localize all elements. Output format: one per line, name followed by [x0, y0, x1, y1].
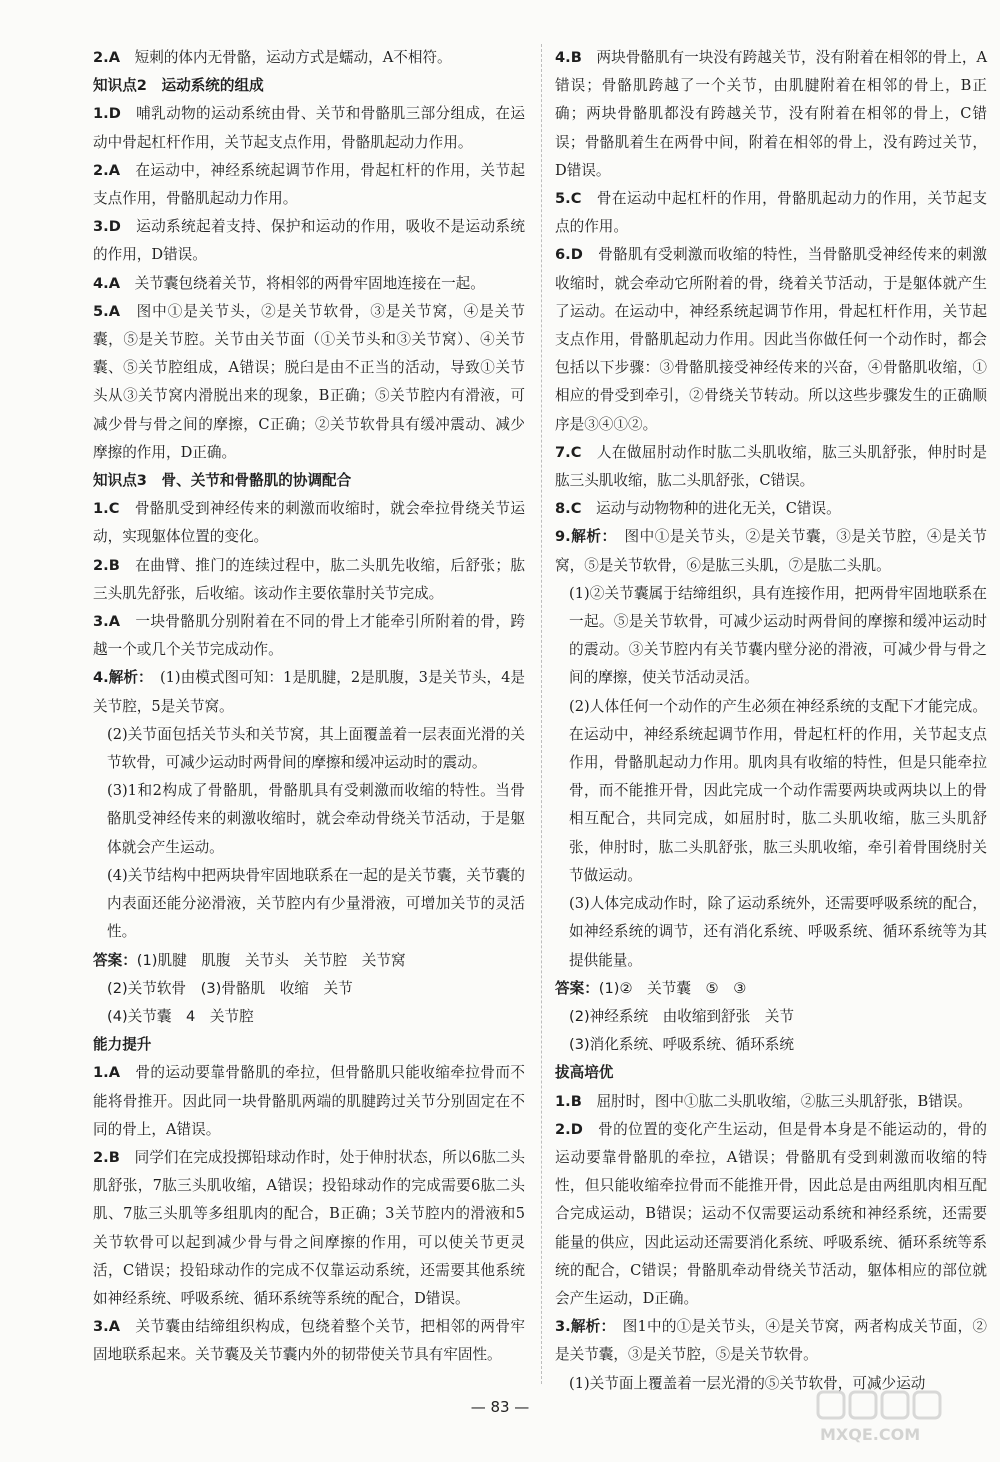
item-number: 9.解析：: [555, 528, 610, 546]
faint-stamp: [150, 1382, 300, 1422]
item-text: 关节囊包绕着关节，将相邻的两骨牢固地连接在一起。: [134, 274, 485, 292]
watermark-text: MXQE.COM: [820, 1425, 921, 1444]
left-column: [93, 44, 525, 1370]
answer-label: 答案：: [555, 979, 599, 997]
item-text: 人在做屈肘动作时肱二头肌收缩，肱三头肌舒张，伸肘时是肱三头肌收缩，肱二头肌舒张，C错误。: [555, 443, 987, 490]
item-number: 2.D: [555, 1120, 583, 1138]
answer-item: [555, 44, 987, 185]
answer-item: [93, 100, 525, 156]
item-text: (1)由模式图可知：1是肌腱，2是肌腹，3是关节头，4是关节腔，5是关节窝。: [93, 669, 525, 715]
answer-item: [93, 298, 525, 467]
answer-item: [93, 1059, 525, 1144]
section-heading: 能力提升: [93, 1036, 152, 1054]
item-number: 8.C: [555, 500, 582, 518]
item-text: 在曲臂、推门的连续过程中，肱二头肌先收缩，后舒张；肱三头肌先舒张，后收缩。该动作主要依靠肘关节完成。: [93, 556, 525, 602]
item-text: 屈肘时，图中①肱二头肌收缩，②肱三头肌舒张，B错误。: [596, 1092, 973, 1110]
answer-item: [555, 439, 987, 495]
item-number: 1.D: [93, 105, 121, 123]
item-text: 骨骼肌受到神经传来的刺激而收缩时，就会牵拉骨绕关节运动，实现躯体位置的变化。: [93, 500, 525, 546]
answer-item: [93, 157, 525, 213]
answer-item: [93, 664, 525, 720]
item-number: 3.A: [93, 1318, 120, 1336]
section-heading: 知识点2 运动系统的组成: [93, 77, 264, 95]
item-number: 2.B: [93, 1148, 120, 1166]
item-number: 3.解析：: [555, 1318, 608, 1336]
answer-item: [93, 552, 525, 608]
answer-item: [555, 241, 987, 438]
item-text: 一块骨骼肌分别附着在不同的骨上才能牵引所附着的骨，跨越一个或几个关节完成动作。: [93, 613, 525, 659]
answer-item: [93, 270, 525, 298]
item-number: 1.A: [93, 1064, 120, 1082]
item-number: 2.A: [93, 161, 120, 179]
sub-paragraph: (2)人体任何一个动作的产生必须在神经系统的支配下才能完成。在运动中，神经系统起调节作用，骨起杠杆的作用，关节起支点作用，骨骼肌起动力作用。肌肉具有收缩的特性，但是只能牵拉骨，而不能推开骨，因此完成一个动作需要两块或两块以上的骨相互配合，共同完成，如屈肘时，肱二头肌收缩，肱三头肌舒张，伸肘时，肱二头肌舒张，肱三头肌收缩，牵引着骨围绕肘关节做运动。: [569, 697, 987, 884]
answer-line: (3)消化系统、呼吸系统、循环系统: [569, 1036, 794, 1054]
item-text: 图1中的①是关节头，④是关节窝，两者构成关节面，②是关节囊，③是关节腔，⑤是关节软骨。: [555, 1318, 987, 1364]
item-number: 3.A: [93, 613, 120, 631]
answer-item: [555, 185, 987, 241]
item-text: 两块骨骼肌有一块没有跨越关节，没有附着在相邻的骨上，A错误；骨骼肌跨越了一个关节，由肌腱附着在相邻的骨上，B正确；两块骨骼肌都没有跨越关节，没有附着在相邻的骨上，C错误；骨骼肌着生在两骨中间，附着在相邻的骨上，没有跨过关节，D错误。: [555, 49, 987, 179]
item-text: 在运动中，神经系统起调节作用，骨起杠杆的作用，关节起支点作用，骨骼肌起动力作用。: [93, 161, 525, 208]
item-text: 运动与动物物种的进化无关，C错误。: [596, 500, 841, 518]
item-number: 4.解析：: [93, 669, 146, 687]
item-number: 2.B: [93, 556, 120, 574]
answer-line: (2)神经系统 由收缩到舒张 关节: [569, 1007, 794, 1025]
item-text: 运动系统起着支持、保护和运动的作用，吸收不是运动系统的作用，D错误。: [93, 218, 525, 264]
answer-item: [555, 1088, 987, 1116]
item-number: 1.C: [93, 500, 120, 518]
item-text: 图中①是关节头，②是关节软骨，③是关节窝，④是关节囊，⑤是关节腔。关节由关节面（①关节头和③关节窝）、④关节囊、⑤关节腔组成，A错误；脱臼是由不正当的活动，导致①关节头从③关节窝内滑脱出来的现象，B正确；⑤关节腔内有滑液，可减少骨与骨之间的摩擦，C正确；②关节软骨具有缓冲震动、减少摩擦的作用，D正确。: [93, 302, 525, 461]
answer-item: [555, 1116, 987, 1313]
section-heading: 拔高培优: [555, 1064, 614, 1082]
item-text: 骨的位置的变化产生运动，但是骨本身是不能运动的，骨的运动要靠骨骼肌的牵拉，A错误；骨骼肌有受到刺激而收缩的特性，但只能收缩牵拉骨而不能推开骨，因此总是由两组肌肉相互配合完成运动，B错误；运动不仅需要运动系统和神经系统，还需要能量的供应，因此运动还需要消化系统、呼吸系统、循环系统等系统的配合，C错误；骨骼肌牵动骨绕关节活动，躯体相应的部位就会产生运动，D正确。: [555, 1120, 987, 1307]
item-number: 6.D: [555, 246, 583, 264]
item-text: 同学们在完成投掷铅球动作时，处于伸肘状态，所以6肱二头肌舒张，7肱三头肌收缩，A错误；投铅球动作的完成需要6肱二头肌、7肱三头肌等多组肌肉的配合，B正确；3关节腔内的滑液和5关节软骨可以起到减少骨与骨之间摩擦的作用，可以使关节更灵活，C错误；投铅球动作的完成不仅靠运动系统，还需要其他系统如神经系统、呼吸系统、循环系统等系统的配合，D错误。: [93, 1148, 525, 1307]
answer-item: [93, 213, 525, 269]
answer-line: [555, 975, 987, 1003]
sub-paragraph: (3)1和2构成了骨骼肌，骨骼肌具有受刺激而收缩的特性。当骨骼肌受神经传来的刺激收缩时，就会牵动骨绕关节活动，于是躯体就会产生运动。: [107, 782, 525, 856]
answer-item: [93, 1144, 525, 1313]
sub-paragraph: (1)关节面上覆盖着一层光滑的⑤关节软骨，可减少运动: [569, 1374, 926, 1392]
right-column: [555, 44, 987, 1398]
watermark-logo: [816, 1390, 976, 1446]
answer-item: [93, 1313, 525, 1369]
sub-paragraph: (2)关节面包括关节头和关节窝，其上面覆盖着一层表面光滑的关节软骨，可减少运动时两骨间的摩擦和缓冲运动时的震动。: [107, 725, 525, 772]
item-number: 3.D: [93, 218, 121, 236]
answer-item: [555, 495, 987, 523]
item-text: 骨骼肌有受刺激而收缩的特性，当骨骼肌受神经传来的刺激收缩时，就会牵动它所附着的骨，绕着关节活动，于是躯体就产生了运动。在运动中，神经系统起调节作用，骨起杠杆作用，关节起支点作用，骨骼肌起动力作用。因此当你做任何一个动作时，都会包括以下步骤：③骨骼肌接受神经传来的兴奋，④骨骼肌收缩，①相应的骨受到牵引，②骨绕关节转动。所以这些步骤发生的正确顺序是③④①②。: [555, 246, 987, 433]
sub-paragraph: (1)②关节囊属于结缔组织，具有连接作用，把两骨牢固地联系在一起。⑤是关节软骨，可减少运动时两骨间的摩擦和缓冲运动时的震动。③关节腔内有关节囊内壁分泌的滑液，可减少骨与骨之间的摩擦，使关节活动灵活。: [569, 584, 987, 687]
item-number: 2.A: [93, 49, 120, 66]
answer-line: [93, 947, 525, 975]
item-number: 4.B: [555, 49, 582, 66]
item-text: 图中①是关节头，②是关节囊，③是关节腔，④是关节窝，⑤是关节软骨，⑥是肱三头肌，⑦是肱二头肌。: [555, 528, 987, 574]
item-text: 骨在运动中起杠杆的作用，骨骼肌起动力的作用，关节起支点的作用。: [555, 190, 987, 236]
answer-item: [555, 523, 987, 579]
item-text: 关节囊由结缔组织构成，包绕着整个关节，把相邻的两骨牢固地联系起来。关节囊及关节囊内外的韧带使关节具有牢固性。: [93, 1318, 525, 1364]
answer-text: (1)② 关节囊 ⑤ ③: [598, 979, 747, 997]
item-number: 4.A: [93, 274, 120, 292]
answer-text: (1)肌腱 肌腹 关节头 关节腔 关节窝: [136, 951, 406, 969]
column-divider: [541, 44, 543, 1384]
answer-item: [93, 495, 525, 551]
sub-paragraph: (4)关节结构中把两块骨牢固地联系在一起的是关节囊，关节囊的内表面还能分泌滑液，关节腔内有少量滑液，可增加关节的灵活性。: [107, 866, 525, 941]
item-number: 1.B: [555, 1092, 582, 1110]
answer-line: (4)关节囊 4 关节腔: [107, 1007, 254, 1025]
item-text: 哺乳动物的运动系统由骨、关节和骨骼肌三部分组成，在运动中骨起杠杆作用，关节起支点作用，骨骼肌起动力作用。: [93, 105, 525, 151]
answer-label: 答案：: [93, 951, 137, 969]
answer-item: [93, 44, 525, 72]
item-text: 短刺的体内无骨骼，运动方式是蠕动，A不相符。: [134, 49, 452, 66]
section-heading: 知识点3 骨、关节和骨骼肌的协调配合: [93, 472, 352, 490]
answer-item: [93, 608, 525, 664]
answer-line: (2)关节软骨 (3)骨骼肌 收缩 关节: [107, 979, 353, 997]
item-number: 5.C: [555, 190, 582, 208]
item-number: 7.C: [555, 443, 582, 461]
sub-paragraph: (3)人体完成动作时，除了运动系统外，还需要呼吸系统的配合，如神经系统的调节，还有消化系统、呼吸系统、循环系统等为其提供能量。: [569, 895, 987, 969]
item-text: 骨的运动要靠骨骼肌的牵拉，但骨骼肌只能收缩牵拉骨而不能将骨推开。因此同一块骨骼肌两端的肌腱跨过关节分别固定在不同的骨上，A错误。: [93, 1064, 525, 1138]
item-number: 5.A: [93, 302, 120, 320]
answer-item: [555, 1313, 987, 1369]
page-number: — 83 —: [470, 1398, 530, 1416]
